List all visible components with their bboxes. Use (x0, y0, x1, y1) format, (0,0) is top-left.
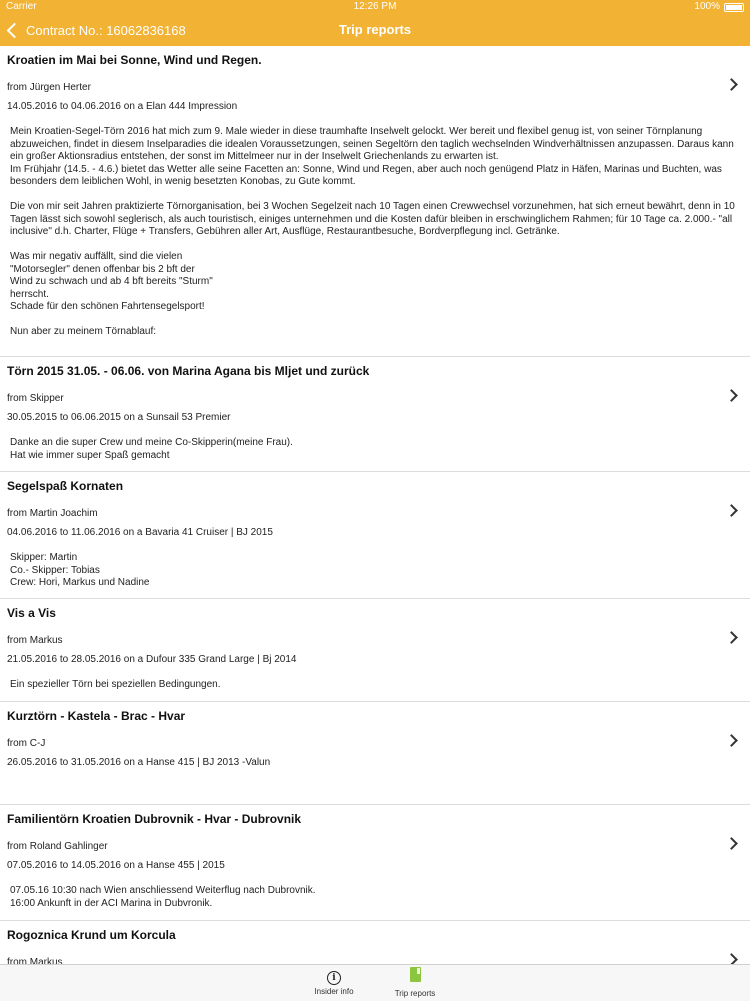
back-button[interactable] (6, 14, 186, 46)
page-title: Trip reports (338, 22, 412, 37)
clock: 12:26 PM (353, 1, 397, 12)
report-title: Törn 2015 31.05. - 06.06. von Marina Agana bis Mljet und zurück (7, 364, 370, 378)
report-excerpt: Ein spezieller Törn bei speziellen Bedingungen. (10, 679, 221, 690)
report-dates: 07.05.2016 to 14.05.2016 on a Hanse 455 | 2015 (7, 860, 225, 871)
report-dates: 30.05.2015 to 06.06.2015 on a Sunsail 53 Premier (7, 412, 231, 423)
tab-trip-reports-label: Trip reports (394, 989, 436, 998)
report-title: Rogoznica Krund um Korcula (7, 928, 176, 942)
report-excerpt: 07.05.16 10:30 nach Wien anschliessend Weiterflug nach Dubrovnik. 16:00 Ankunft in der ACI Marina in Dubvronik. (10, 885, 316, 909)
report-dates: 26.05.2016 to 31.05.2016 on a Hanse 415 | BJ 2013 -Valun (7, 757, 271, 768)
trip-report-row[interactable] (0, 357, 750, 472)
info-icon: i (327, 971, 341, 985)
trip-report-row[interactable] (0, 472, 750, 599)
battery-label: 100% (694, 1, 720, 12)
trip-report-row[interactable] (0, 46, 750, 357)
notebook-icon (410, 967, 421, 982)
report-dates: 21.05.2016 to 28.05.2016 on a Dufour 335 Grand Large | Bj 2014 (7, 654, 297, 665)
report-title: Segelspaß Kornaten (7, 479, 124, 493)
tab-trip-reports[interactable] (375, 967, 455, 998)
report-author: from Markus (7, 635, 63, 646)
report-author: from Martin Joachim (7, 508, 98, 519)
status-bar (0, 0, 750, 14)
report-author: from Roland Gahlinger (7, 841, 108, 852)
report-title: Kurztörn - Kastela - Brac - Hvar (7, 709, 186, 723)
back-button-label: Contract No.: 16062836168 (26, 22, 186, 38)
chevron-left-icon (7, 22, 23, 38)
carrier-label: Carrier (6, 1, 37, 12)
tab-bar (0, 964, 750, 1001)
tab-insider-info-label: Insider info (314, 987, 354, 996)
report-dates: 14.05.2016 to 04.06.2016 on a Elan 444 Impression (7, 101, 238, 112)
tab-insider-info[interactable] (294, 967, 374, 996)
report-excerpt: Danke an die super Crew und meine Co-Skipperin(meine Frau). Hat wie immer super Spaß gemacht (10, 437, 293, 461)
trip-report-list[interactable] (0, 46, 750, 964)
report-excerpt: Mein Kroatien-Segel-Törn 2016 hat mich zum 9. Male wieder in diese traumhafte Inselwelt gelockt. Wer bereit und flexibel genug ist, von seiner Törnplanung abzuweichen, findet in diesem Inselparadies die idealen Voraussetzungen, seinen Segeltörn den taglich wechselnden Windverhältnissen anzupassen. Daraus kann ein großer Aktionsradius entstehen, der sonst im Mittelmeer nur in der Inselwelt Griechenlands zu erwarten ist. Im Frühjahr (14.5. - 4.6.) bietet das Wetter alle seine Facetten an: Sonne, Wind und Regen, aber auch noch genügend Platz in Häfen, Marinas und Buchten, was besonders dem leiblichen Wohl, in wenig besetzten Konobas, zu Gute kommt. Die von mir seit Jahren praktizierte Törnorganisation, bei 3 Wochen Segelzeit nach 10 Tagen einen Crewwechsel vorzunehmen, hat sich erneut bewährt, denn in 10 Tagen lässt sich sowohl seglerisch, als auch touristisch, einiges unternehmen und die Kosten dafür bleiben in erschwinglichem Rahmen; für 10 Tage ca. 2.000.- "all inclusive" d.h. Charter, Flüge + Transfers, Gebühren aller Art, Ausflüge, Restaurantbesuche, Bordverpflegung incl. Getränke. Was mir negativ auffällt, sind die vielen "Motorsegler" denen offenbar bis 2 bft der Wind zu schwach und ab 4 bft bereits "Sturm" herrscht. Schade für den schönen Fahrtensegelsport! Nun aber zu meinem Törnablauf: (10, 126, 735, 337)
report-title: Vis a Vis (7, 606, 56, 620)
report-author: from C-J (7, 738, 46, 749)
trip-report-row[interactable] (0, 702, 750, 805)
report-title: Kroatien im Mai bei Sonne, Wind und Regen. (7, 53, 262, 67)
report-author: from Skipper (7, 393, 64, 404)
trip-report-row[interactable] (0, 805, 750, 921)
navigation-bar (0, 14, 750, 46)
report-author: from Jürgen Herter (7, 82, 91, 93)
report-title: Familientörn Kroatien Dubrovnik - Hvar - Dubrovnik (7, 812, 302, 826)
report-excerpt: Skipper: Martin Co.- Skipper: Tobias Crew: Hori, Markus und Nadine (10, 552, 150, 588)
trip-report-row[interactable] (0, 599, 750, 702)
report-dates: 04.06.2016 to 11.06.2016 on a Bavaria 41 Cruiser | BJ 2015 (7, 527, 273, 538)
report-author: from Markus (7, 957, 63, 964)
trip-report-row[interactable] (0, 921, 750, 964)
report-excerpt (10, 782, 742, 807)
battery-icon (724, 3, 744, 12)
